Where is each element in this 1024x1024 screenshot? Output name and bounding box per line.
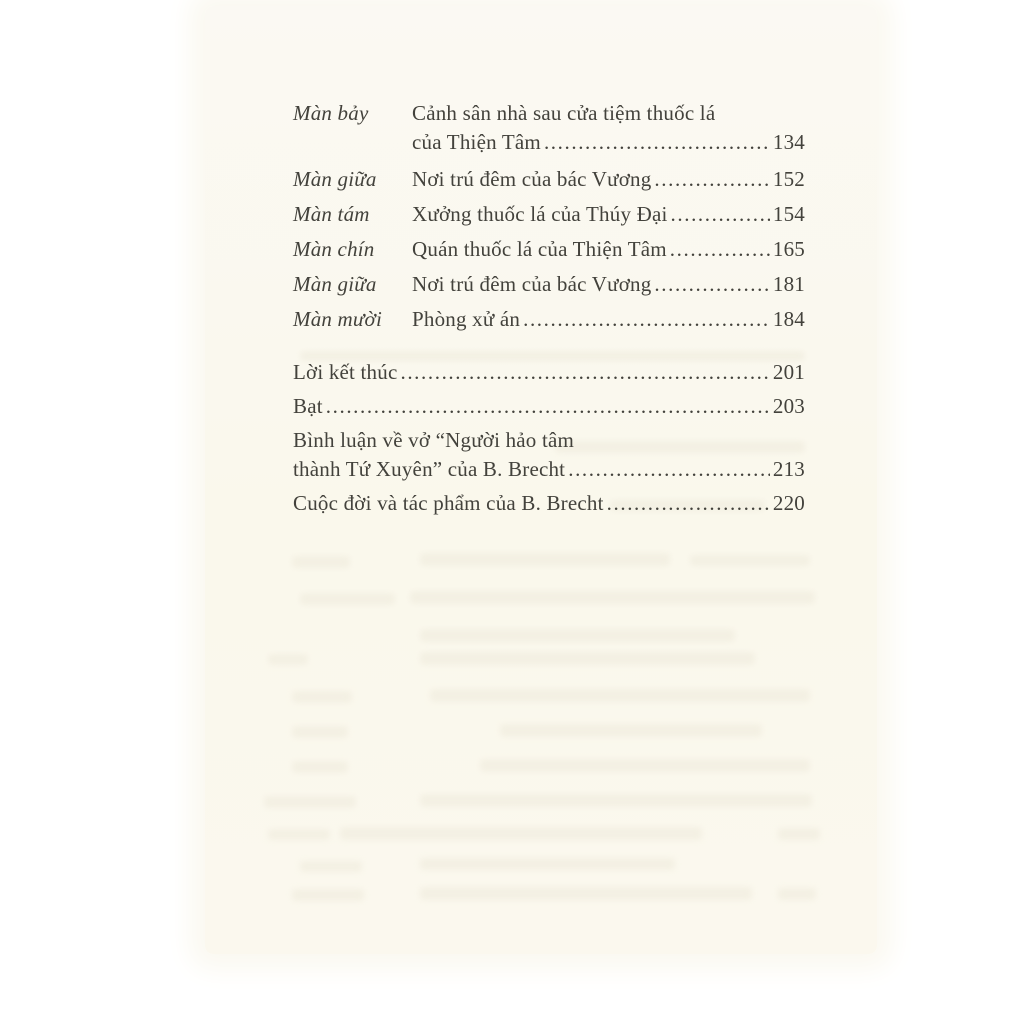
toc-entry-scene-9 bbox=[293, 235, 805, 264]
page-number: 201 bbox=[772, 360, 805, 384]
toc-entry-interlude bbox=[293, 270, 805, 299]
page-number: 220 bbox=[772, 491, 805, 515]
page-number: 134 bbox=[772, 130, 805, 154]
ghost-line bbox=[292, 691, 352, 703]
page-number: 184 bbox=[772, 307, 805, 331]
toc-entry-afterword bbox=[293, 392, 805, 421]
ghost-line bbox=[778, 888, 816, 900]
ghost-line bbox=[268, 829, 330, 840]
entry-title: Lời kết thúc bbox=[293, 360, 398, 384]
ghost-line bbox=[300, 593, 395, 605]
dot-leader bbox=[326, 392, 770, 421]
ghost-line bbox=[500, 724, 762, 737]
ghost-line bbox=[690, 555, 810, 566]
entry-title: Bạt bbox=[293, 394, 323, 418]
toc-entry-interlude bbox=[293, 165, 805, 194]
ghost-line bbox=[268, 654, 308, 665]
scene-title: Nơi trú đêm của bác Vương bbox=[412, 167, 652, 191]
dot-leader bbox=[523, 305, 770, 334]
ghost-line bbox=[420, 652, 755, 665]
page-number: 165 bbox=[772, 237, 805, 261]
toc-entry-epilogue bbox=[293, 358, 805, 387]
ghost-line bbox=[420, 887, 752, 900]
ghost-line bbox=[480, 759, 810, 772]
page-number: 152 bbox=[772, 167, 805, 191]
scene-label: Màn mười bbox=[293, 307, 383, 331]
toc-entry-scene-10 bbox=[293, 305, 805, 334]
scene-title: Nơi trú đêm của bác Vương bbox=[412, 272, 652, 296]
dot-leader bbox=[670, 235, 770, 264]
toc-entry-commentary bbox=[293, 426, 805, 484]
page-number: 213 bbox=[772, 457, 805, 481]
scene-title: Xưởng thuốc lá của Thúy Đại bbox=[412, 202, 668, 226]
toc-entry-biography bbox=[293, 489, 805, 518]
page-number: 203 bbox=[772, 394, 805, 418]
ghost-line bbox=[264, 796, 356, 808]
ghost-line bbox=[420, 629, 735, 642]
dot-leader bbox=[671, 200, 770, 229]
scene-label: Màn tám bbox=[293, 202, 370, 226]
entry-title-line2: thành Tứ Xuyên” của B. Brecht bbox=[293, 457, 566, 481]
entry-title: Cuộc đời và tác phẩm của B. Brecht bbox=[293, 491, 604, 515]
ghost-line bbox=[340, 827, 702, 840]
table-of-contents bbox=[293, 99, 805, 523]
ghost-line bbox=[292, 726, 348, 738]
ghost-line bbox=[430, 689, 810, 702]
scene-label: Màn bảy bbox=[293, 101, 369, 125]
toc-entry-scene-8 bbox=[293, 200, 805, 229]
ghost-line bbox=[292, 761, 348, 773]
dot-leader bbox=[400, 358, 769, 387]
ghost-line bbox=[420, 553, 670, 566]
toc-entry-scene-7 bbox=[293, 99, 805, 157]
dot-leader bbox=[654, 270, 769, 299]
scene-title: Quán thuốc lá của Thiện Tâm bbox=[412, 237, 667, 261]
ghost-line bbox=[410, 591, 815, 604]
scene-label: Màn chín bbox=[293, 237, 375, 261]
scene-label: Màn giữa bbox=[293, 167, 377, 191]
dot-leader bbox=[568, 455, 770, 484]
ghost-line bbox=[420, 794, 812, 807]
entry-title-line1: Bình luận về vở “Người hảo tâm bbox=[293, 428, 575, 452]
ghost-line bbox=[420, 858, 675, 870]
scene-title-line2: của Thiện Tâm bbox=[412, 130, 541, 154]
ghost-line bbox=[292, 556, 350, 568]
dot-leader bbox=[654, 165, 769, 194]
toc-backmatter bbox=[293, 358, 805, 518]
dot-leader bbox=[607, 489, 770, 518]
page-number: 181 bbox=[772, 272, 805, 296]
scene-label: Màn giữa bbox=[293, 272, 377, 296]
ghost-line bbox=[300, 861, 362, 872]
scene-title-line1: Cảnh sân nhà sau cửa tiệm thuốc lá bbox=[412, 101, 716, 125]
page-number: 154 bbox=[772, 202, 805, 226]
ghost-line bbox=[778, 828, 820, 840]
scene-title: Phòng xử án bbox=[412, 307, 521, 331]
ghost-line bbox=[292, 889, 364, 901]
dot-leader bbox=[544, 128, 770, 157]
